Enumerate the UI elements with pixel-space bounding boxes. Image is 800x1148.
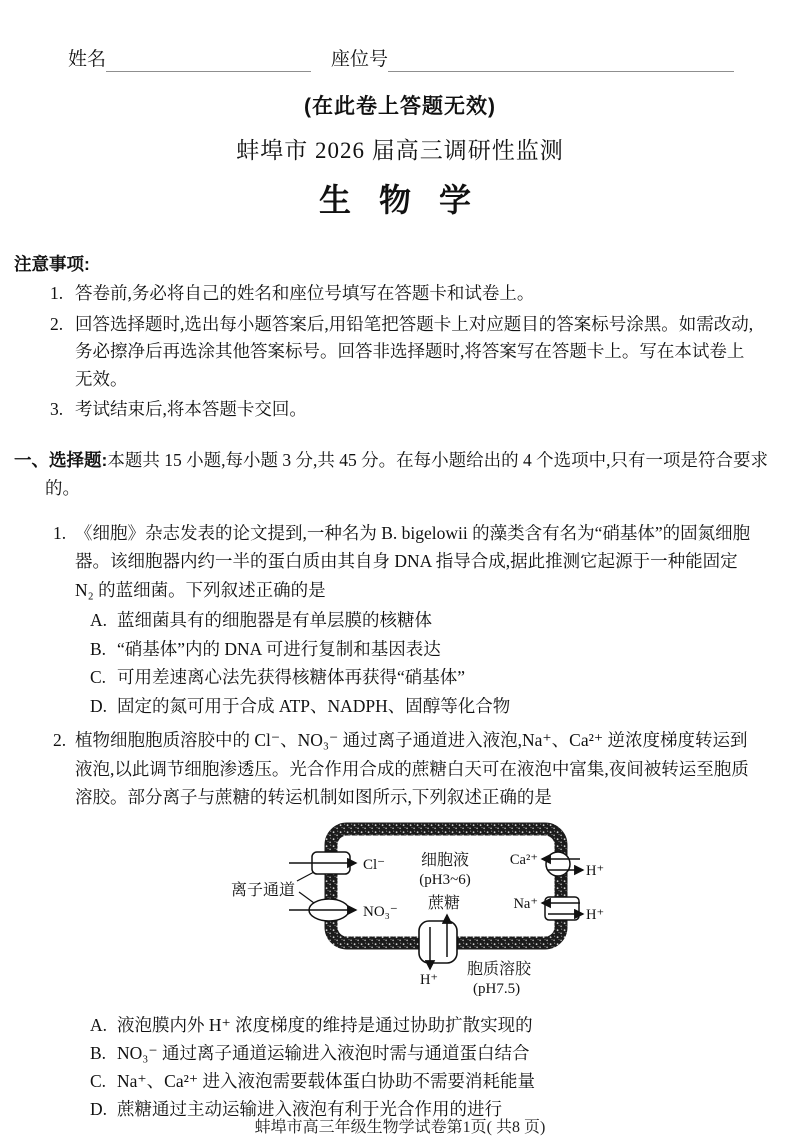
section-one-heading xyxy=(14,446,770,503)
cytosol-ph-label: (pH7.5) xyxy=(473,980,521,997)
option-text: 固定的氮可用于合成 ATP、NADPH、固醇等化合物 xyxy=(117,695,511,716)
option-label: C. xyxy=(90,1070,107,1091)
sucrose-label: 蔗糖 xyxy=(427,894,461,912)
name-label: 姓名 xyxy=(68,49,107,70)
question-1-options xyxy=(90,606,760,720)
proton-label-right-bottom: H⁺ xyxy=(586,906,605,923)
calcium-label: Ca²⁺ xyxy=(509,851,538,868)
instruction-item-3 xyxy=(14,396,755,424)
vacuole-transport-diagram xyxy=(227,816,627,1009)
seat-label: 座位号 xyxy=(331,49,389,70)
question-2-option-b xyxy=(90,1039,760,1067)
instruction-number: 1. xyxy=(50,283,64,303)
ion-channel-label: 离子通道 xyxy=(231,881,296,899)
question-2-stem: 植物细胞胞质溶胶中的 Cl⁻、NO₃⁻ 通过离子通道进入液泡,Na⁺、Ca²⁺ 逆浓度梯度转运到液泡,以此调节细胞渗透压。光合作用合成的蔗糖白天可在液泡中富集,夜间被转运至胞质溶胶。部分离子与蔗糖的转运机制如图所示,下列叙述正确的是 xyxy=(75,730,749,807)
option-text: 液泡膜内外 H⁺ 浓度梯度的维持是通过协助扩散实现的 xyxy=(117,1014,533,1035)
option-label: B. xyxy=(90,638,107,659)
option-text: NO₃⁻ 通过离子通道运输进入液泡时需与通道蛋白结合 xyxy=(117,1042,530,1063)
instruction-text: 答卷前,务必将自己的姓名和座位号填写在答题卡和试卷上。 xyxy=(75,283,535,303)
page-footer: 蚌埠市高三年级生物学试卷第1页( 共8 页) xyxy=(254,1119,546,1136)
instruction-text: 回答选择题时,选出每小题答案后,用铅笔把答题卡上对应题目的答案标号涂黑。如需改动,务必擦净后再选涂其他答案标号。回答非选择题时,将答案写在答题卡上。写在本试卷上无效。 xyxy=(75,313,754,389)
option-label: A. xyxy=(90,1014,108,1035)
instructions-heading: 注意事项: xyxy=(14,254,90,274)
question-2-number: 2. xyxy=(53,730,67,750)
question-1-option-a xyxy=(90,606,760,635)
instruction-number: 2. xyxy=(50,313,64,334)
option-text: Na⁺、Ca²⁺ 进入液泡需要载体蛋白协助不需要消耗能量 xyxy=(117,1070,535,1091)
instruction-text: 考试结束后,将本答题卡交回。 xyxy=(75,399,307,419)
option-label: D. xyxy=(90,1098,108,1119)
cell-sap-label: 细胞液 xyxy=(420,851,470,869)
option-text: “硝基体”内的 DNA 可进行复制和基因表达 xyxy=(117,638,441,659)
question-2-option-a xyxy=(90,1011,760,1039)
question-1-stem: 《细胞》杂志发表的论文提到,一种名为 B. bigelowii 的藻类含有名为“硝基体”的固氮细胞器。该细胞器内约一半的蛋白质由其自身 DNA 指导合成,据此推测它起源于一种能固定 N₂ 的蓝细菌。下列叙述正确的是 xyxy=(75,522,751,600)
question-2-options xyxy=(90,1011,760,1123)
ion-channel-callout-line xyxy=(299,892,314,903)
question-2 xyxy=(53,726,760,1123)
instructions-section xyxy=(14,251,755,424)
cell-sap-ph-label: (pH3~6) xyxy=(419,871,471,888)
section-one-description: 本题共 15 小题,每小题 3 分,共 45 分。在每小题给出的 4 个选项中,只有一项是符合要求的。 xyxy=(45,449,768,498)
seat-blank-field[interactable] xyxy=(388,49,734,72)
subject-title: 生 物 学 xyxy=(318,182,481,218)
question-1-option-b xyxy=(90,635,760,664)
transport-diagram-svg xyxy=(227,816,627,1004)
question-1-number: 1. xyxy=(53,522,67,543)
exam-title: 蚌埠市 2026 届高三调研性监测 xyxy=(236,138,564,163)
instruction-number: 3. xyxy=(50,399,64,419)
question-2-option-c xyxy=(90,1067,760,1095)
name-seat-row xyxy=(68,46,734,72)
section-one-label: 一、选择题: xyxy=(14,449,108,470)
instruction-item-1 xyxy=(14,280,755,308)
ion-channel-callout-line xyxy=(297,872,314,881)
chloride-label: Cl⁻ xyxy=(363,856,386,873)
question-1-option-d xyxy=(90,692,760,721)
option-text: 可用差速离心法先获得核糖体再获得“硝基体” xyxy=(117,667,466,687)
question-1-option-c xyxy=(90,663,760,692)
option-label: D. xyxy=(90,695,108,716)
proton-label-right-top: H⁺ xyxy=(586,862,605,879)
calcium-proton-antiporter xyxy=(546,852,570,876)
nitrate-label: NO₃⁻ xyxy=(363,903,398,920)
invalid-notice: (在此卷上答题无效) xyxy=(304,95,496,118)
option-label: A. xyxy=(90,610,108,630)
cytosol-label: 胞质溶胶 xyxy=(467,960,532,978)
option-text: 蓝细菌具有的细胞器是有单层膜的核糖体 xyxy=(117,610,432,630)
option-label: C. xyxy=(90,667,107,687)
option-label: B. xyxy=(90,1042,107,1063)
question-1 xyxy=(53,519,760,721)
name-blank-field[interactable] xyxy=(106,49,311,72)
sodium-proton-antiporter xyxy=(545,897,579,920)
option-text: 蔗糖通过主动运输进入液泡有利于光合作用的进行 xyxy=(117,1098,502,1119)
sucrose-proton-transporter xyxy=(419,921,457,963)
proton-label-bottom: H⁺ xyxy=(419,971,439,988)
sodium-label: Na⁺ xyxy=(513,895,538,912)
instruction-item-2 xyxy=(14,311,755,394)
